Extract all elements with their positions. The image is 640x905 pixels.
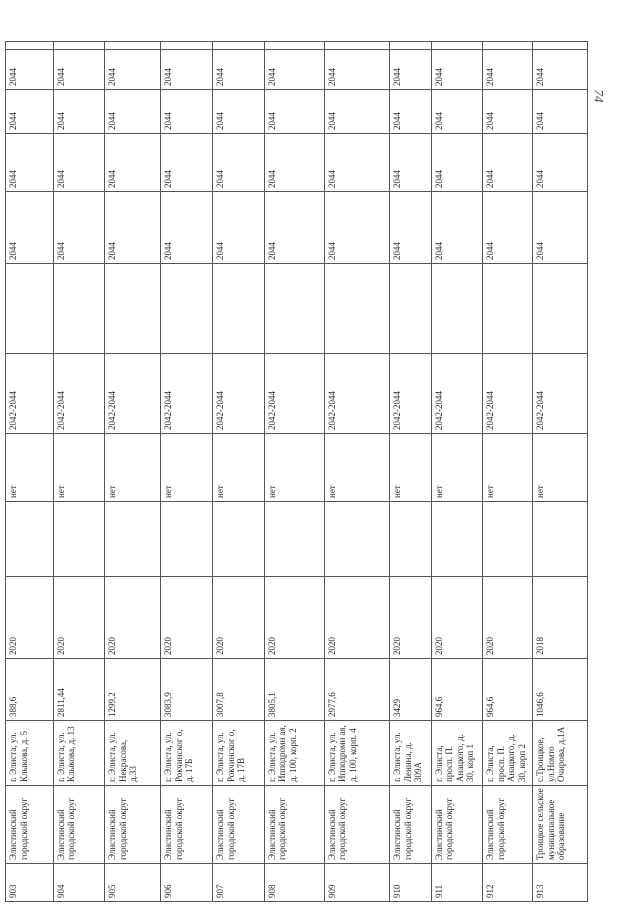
table-cell: нет <box>105 434 161 502</box>
table-cell: 2044 <box>264 134 324 192</box>
table-cell: 2044 <box>6 50 54 90</box>
table-cell: 1299,2 <box>105 659 161 721</box>
table-cell: 2044 <box>213 50 265 90</box>
page-number: 74 <box>591 89 607 103</box>
table-cell: 2020 <box>53 577 105 659</box>
table-cell: 2044 <box>533 90 588 134</box>
table-cell <box>213 502 265 577</box>
table-cell: 2044 <box>431 192 483 264</box>
table-cell: 2044 <box>324 50 389 90</box>
table-cell: 2018 <box>533 577 588 659</box>
table-cell <box>533 42 588 50</box>
table-cell <box>6 264 54 354</box>
table-cell: нет <box>161 434 213 502</box>
table-cell: 3805,1 <box>264 659 324 721</box>
table-cell: 2044 <box>264 90 324 134</box>
table-cell: 2044 <box>324 90 389 134</box>
table-cell: 2811,44 <box>53 659 105 721</box>
table-cell <box>53 502 105 577</box>
table-cell: 2044 <box>390 50 431 90</box>
table-cell: 2044 <box>105 90 161 134</box>
table-cell <box>431 502 483 577</box>
table-cell: 388,6 <box>6 659 54 721</box>
table-cell: 2042-2044 <box>213 354 265 434</box>
table-cell <box>105 502 161 577</box>
table-cell: 2044 <box>264 50 324 90</box>
table-cell: г. Элиста, ул. Рокчинског о, д. 17Б <box>161 721 213 786</box>
table-cell: Элистинский городской округ <box>53 786 105 864</box>
table-cell: г. Элиста, ул. Ипподромн ая, д. 100, корп. 2 <box>264 721 324 786</box>
table-row <box>390 42 431 902</box>
table-row <box>431 42 483 902</box>
table-cell: 905 <box>105 864 161 902</box>
table-cell: 3083,9 <box>161 659 213 721</box>
table-cell: Элистинский городской округ <box>390 786 431 864</box>
table-cell: 2044 <box>264 192 324 264</box>
table-cell: 2044 <box>213 90 265 134</box>
table-cell <box>53 264 105 354</box>
table-cell: г. Элиста, ул. Ипподромн ая, д. 100, корп. 4 <box>324 721 389 786</box>
table-cell: 913 <box>533 864 588 902</box>
table-cell: нет <box>264 434 324 502</box>
table-cell: 2020 <box>390 577 431 659</box>
table-cell: 2044 <box>431 50 483 90</box>
table-cell: Элистинский городской округ <box>483 786 533 864</box>
table-cell: 2042-2044 <box>324 354 389 434</box>
table-row <box>53 42 105 902</box>
table-cell: нет <box>324 434 389 502</box>
table-cell: 3007,8 <box>213 659 265 721</box>
table-cell: г. Элиста, просп. П. Анацкого, д. 30, корп 2 <box>483 721 533 786</box>
table-cell <box>53 42 105 50</box>
table-cell <box>324 502 389 577</box>
table-cell: 2020 <box>483 577 533 659</box>
table-row <box>533 42 588 902</box>
table-cell <box>105 42 161 50</box>
housing-table <box>5 41 588 902</box>
table-cell <box>483 42 533 50</box>
table-cell <box>213 42 265 50</box>
rotated-table-container <box>5 42 588 902</box>
table-cell: г. Элиста, ул. Рокчинског о, д. 17В <box>213 721 265 786</box>
table-cell: 911 <box>431 864 483 902</box>
table-cell: 2044 <box>483 134 533 192</box>
table-cell <box>161 502 213 577</box>
table-cell: 2044 <box>6 90 54 134</box>
table-cell: 2042-2044 <box>6 354 54 434</box>
table-body <box>6 42 588 902</box>
table-cell <box>431 264 483 354</box>
table-cell: с.Троицкое, ул.Номто Очирова, д.1А <box>533 721 588 786</box>
table-cell: 2044 <box>105 50 161 90</box>
table-cell <box>264 264 324 354</box>
table-cell <box>390 264 431 354</box>
table-cell: 2044 <box>390 90 431 134</box>
table-cell: 2044 <box>213 134 265 192</box>
table-cell: Элистинский городской округ <box>105 786 161 864</box>
table-cell <box>324 264 389 354</box>
table-cell: 2042-2044 <box>105 354 161 434</box>
table-cell: 964,6 <box>483 659 533 721</box>
table-cell: 2044 <box>161 90 213 134</box>
table-cell: 2042-2044 <box>483 354 533 434</box>
table-cell: 2020 <box>105 577 161 659</box>
table-cell: 2044 <box>390 192 431 264</box>
table-cell: нет <box>390 434 431 502</box>
table-cell: 2044 <box>53 90 105 134</box>
table-cell: 2042-2044 <box>390 354 431 434</box>
table-cell <box>533 264 588 354</box>
table-row <box>324 42 389 902</box>
table-cell: 2044 <box>324 134 389 192</box>
table-cell: 2044 <box>324 192 389 264</box>
table-cell: г. Элиста, ул. Клыкова, д. 5 <box>6 721 54 786</box>
table-cell: 2020 <box>6 577 54 659</box>
table-cell: нет <box>53 434 105 502</box>
table-cell: 907 <box>213 864 265 902</box>
table-cell: 964,6 <box>431 659 483 721</box>
table-cell: 909 <box>324 864 389 902</box>
table-cell: 903 <box>6 864 54 902</box>
table-cell: Элистинский городской округ <box>431 786 483 864</box>
table-cell: нет <box>533 434 588 502</box>
table-cell <box>213 264 265 354</box>
table-cell: 2044 <box>105 134 161 192</box>
table-cell: 2044 <box>533 192 588 264</box>
table-cell: 910 <box>390 864 431 902</box>
table-cell <box>264 42 324 50</box>
table-cell: 2044 <box>431 134 483 192</box>
table-cell: 2042-2044 <box>533 354 588 434</box>
table-cell <box>483 502 533 577</box>
table-cell: 2044 <box>53 50 105 90</box>
table-row <box>483 42 533 902</box>
table-cell: 2044 <box>161 134 213 192</box>
table-cell: Троицкое сельское муниципальное образование <box>533 786 588 864</box>
table-cell: нет <box>431 434 483 502</box>
table-cell <box>161 264 213 354</box>
table-cell: 2044 <box>105 192 161 264</box>
table-cell <box>161 42 213 50</box>
table-cell: г. Элиста, ул. Некрасова, д.33 <box>105 721 161 786</box>
table-cell <box>431 42 483 50</box>
table-cell: 2042-2044 <box>264 354 324 434</box>
table-cell: 2044 <box>483 90 533 134</box>
table-cell <box>105 264 161 354</box>
table-cell: 2042-2044 <box>431 354 483 434</box>
table-cell: 3429 <box>390 659 431 721</box>
table-cell: 2044 <box>431 90 483 134</box>
table-cell: 2020 <box>264 577 324 659</box>
table-cell: 908 <box>264 864 324 902</box>
table-row <box>105 42 161 902</box>
table-cell: 2044 <box>390 134 431 192</box>
table-cell <box>483 264 533 354</box>
table-cell: г. Элиста, ул. Клыкова, д. 13 <box>53 721 105 786</box>
table-cell <box>324 42 389 50</box>
table-cell <box>264 502 324 577</box>
table-cell: 2044 <box>6 192 54 264</box>
table-cell: 2977,6 <box>324 659 389 721</box>
table-cell: нет <box>483 434 533 502</box>
table-cell: нет <box>6 434 54 502</box>
table-cell <box>390 502 431 577</box>
table-cell: 2044 <box>161 50 213 90</box>
table-cell: 2044 <box>161 192 213 264</box>
table-cell: Элистинский городской округ <box>324 786 389 864</box>
table-cell: Элистинский городской округ <box>6 786 54 864</box>
table-cell: 2020 <box>324 577 389 659</box>
table-cell: 2020 <box>161 577 213 659</box>
table-cell: 2044 <box>6 134 54 192</box>
table-cell: 2042-2044 <box>161 354 213 434</box>
table-cell <box>390 42 431 50</box>
table-cell: Элистинский городской округ <box>213 786 265 864</box>
table-cell: 2044 <box>483 192 533 264</box>
table-row <box>161 42 213 902</box>
table-row <box>264 42 324 902</box>
table-cell: г. Элиста, ул. Ленина, д. 309А <box>390 721 431 786</box>
table-cell: 2044 <box>533 50 588 90</box>
table-cell <box>6 42 54 50</box>
table-cell: Элистинский городской округ <box>161 786 213 864</box>
table-cell: 2044 <box>533 134 588 192</box>
table-cell: 2044 <box>53 134 105 192</box>
table-cell: 904 <box>53 864 105 902</box>
table-cell: 2042-2044 <box>53 354 105 434</box>
table-cell <box>6 502 54 577</box>
table-cell: 2044 <box>483 50 533 90</box>
table-cell: нет <box>213 434 265 502</box>
table-cell: 912 <box>483 864 533 902</box>
table-cell: 2020 <box>213 577 265 659</box>
table-cell: г. Элиста, просп. П. Анацкого, д. 30, корп 1 <box>431 721 483 786</box>
table-cell: 906 <box>161 864 213 902</box>
table-cell: 2044 <box>213 192 265 264</box>
table-row <box>213 42 265 902</box>
table-cell: Элистинский городской округ <box>264 786 324 864</box>
table-cell: 2020 <box>431 577 483 659</box>
table-cell <box>533 502 588 577</box>
table-row <box>6 42 54 902</box>
table-cell: 1046,6 <box>533 659 588 721</box>
table-cell: 2044 <box>53 192 105 264</box>
